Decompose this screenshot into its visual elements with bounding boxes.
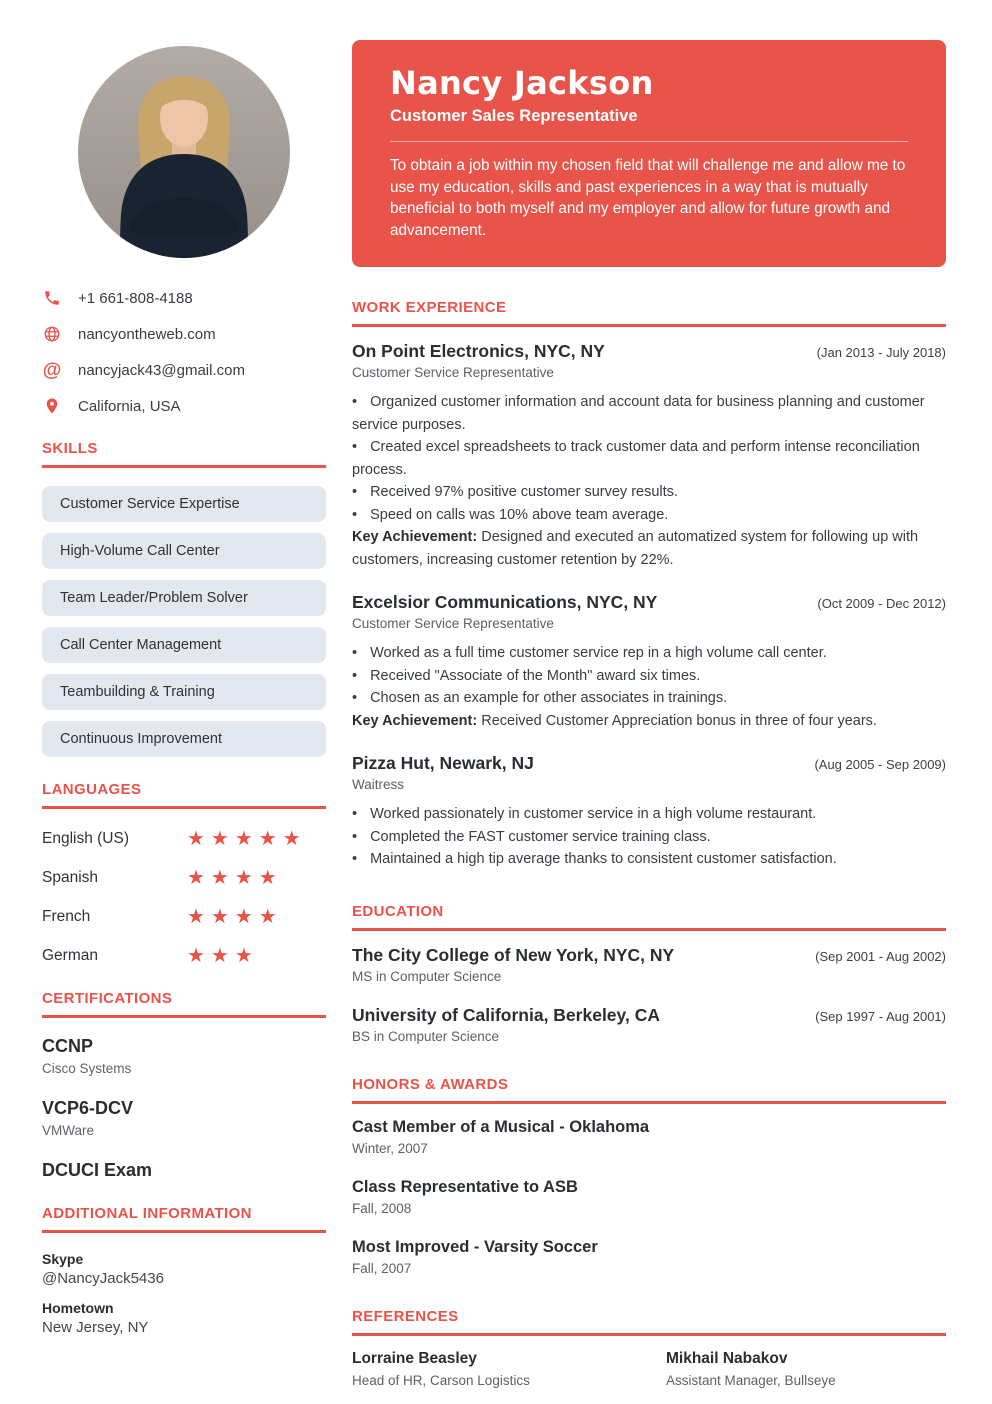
language-name: English (US) [42, 830, 129, 847]
header-divider [390, 141, 908, 142]
skill-pill: Team Leader/Problem Solver [42, 580, 326, 616]
honor-date: Winter, 2007 [352, 1140, 428, 1156]
reference-role: Assistant Manager, Bullseye [666, 1372, 836, 1388]
job-role: Customer Service Representative [352, 616, 554, 631]
sidebar [42, 40, 326, 1349]
reference-person [666, 1350, 946, 1388]
language-row [42, 946, 326, 966]
objective-text: To obtain a job within my chosen field that will challenge me and allow me to use my education, skills and past experiences in a way that is mutually beneficial to both myself and my employer and allow for future growth and advancement. [390, 157, 906, 239]
job-bullets [352, 803, 946, 871]
languages-list [42, 829, 326, 966]
work-experience-title: WORK EXPERIENCE [352, 299, 946, 327]
job-entry [352, 592, 946, 732]
key-achievement-text: Designed and executed an automatized system for following up with customers, increasing customer retention by 22%. [352, 529, 919, 568]
job-bullet: • Worked as a full time customer service rep in a high volume call center. [352, 642, 946, 665]
contact-list [42, 288, 326, 416]
education-school: The City College of New York, NYC, NY [352, 944, 675, 965]
star-rating: ★★★ [187, 945, 259, 967]
main-column [352, 40, 946, 1388]
job-bullet: • Maintained a high tip average thanks to consistent customer satisfaction. [352, 848, 946, 871]
job-company: Pizza Hut, Newark, NJ [352, 753, 534, 773]
language-name: French [42, 908, 91, 925]
reference-person [352, 1350, 666, 1388]
star-rating: ★★★★ [187, 867, 283, 889]
phone-icon [42, 288, 62, 308]
honor-item [352, 1118, 946, 1156]
skills-section-title: SKILLS [42, 440, 326, 468]
certification-name: VCP6-DCV [42, 1098, 134, 1118]
references-section [352, 1308, 946, 1388]
header-card [352, 40, 946, 267]
skill-pill: Customer Service Expertise [42, 486, 326, 522]
email-value: nancyjack43@gmail.com [78, 361, 245, 379]
education-header [352, 1005, 946, 1026]
key-achievement-text: Received Customer Appreciation bonus in three of four years. [481, 712, 877, 729]
at-icon: @ [42, 359, 62, 381]
language-row [42, 829, 326, 849]
reference-name: Mikhail Nabakov [666, 1349, 788, 1367]
reference-role: Head of HR, Carson Logistics [352, 1372, 530, 1388]
references-list [352, 1350, 946, 1388]
education-section [352, 903, 946, 1044]
honor-date: Fall, 2008 [352, 1200, 412, 1216]
honor-date: Fall, 2007 [352, 1260, 412, 1276]
certification-item [42, 1036, 326, 1076]
education-dates: (Sep 1997 - Aug 2001) [815, 1008, 946, 1024]
education-dates: (Sep 2001 - Aug 2002) [815, 948, 946, 964]
education-entry [352, 945, 946, 984]
additional-info-item [42, 1300, 326, 1336]
website-value: nancyontheweb.com [78, 325, 216, 343]
location-pin-icon [42, 396, 62, 416]
skill-pill: High-Volume Call Center [42, 533, 326, 569]
certifications-list [42, 1036, 326, 1181]
profile-photo-illustration [78, 46, 290, 258]
star-rating: ★★★★★ [187, 828, 307, 850]
additional-info-value: @NancyJack5436 [42, 1270, 164, 1287]
honor-name: Class Representative to ASB [352, 1177, 578, 1196]
job-dates: (Jan 2013 - July 2018) [816, 345, 946, 360]
skill-pill: Call Center Management [42, 627, 326, 663]
globe-icon [42, 324, 62, 344]
additional-info-item [42, 1251, 326, 1287]
job-bullet: • Worked passionately in customer service in a high volume restaurant. [352, 803, 946, 826]
honor-item [352, 1238, 946, 1276]
honors-title: HONORS & AWARDS [352, 1076, 946, 1104]
location-value: California, USA [78, 397, 181, 415]
job-dates: (Aug 2005 - Sep 2009) [814, 757, 946, 772]
job-company: Excelsior Communications, NYC, NY [352, 592, 658, 612]
additional-info-list [42, 1251, 326, 1336]
key-achievement-label: Key Achievement: [352, 529, 478, 545]
education-title: EDUCATION [352, 903, 946, 931]
job-bullet: • Organized customer information and account data for business planning and customer service purposes. [352, 391, 946, 436]
education-degree: BS in Computer Science [352, 1028, 500, 1044]
education-school: University of California, Berkeley, CA [352, 1004, 660, 1025]
person-name: Nancy Jackson [390, 64, 654, 102]
additional-info-section-title: ADDITIONAL INFORMATION [42, 1205, 326, 1233]
language-row [42, 868, 326, 888]
skill-pill: Continuous Improvement [42, 721, 326, 757]
honor-name: Most Improved - Varsity Soccer [352, 1237, 598, 1256]
additional-info-value: New Jersey, NY [42, 1319, 149, 1336]
job-header [352, 341, 946, 362]
additional-info-label: Hometown [42, 1300, 114, 1316]
job-bullet: • Speed on calls was 10% above team average. [352, 504, 946, 527]
references-title: REFERENCES [352, 1308, 946, 1336]
certification-item [42, 1098, 326, 1138]
job-dates: (Oct 2009 - Dec 2012) [817, 596, 946, 611]
education-degree: MS in Computer Science [352, 968, 502, 984]
language-row [42, 907, 326, 927]
additional-info-label: Skype [42, 1251, 84, 1267]
skill-pill: Teambuilding & Training [42, 674, 326, 710]
skills-list [42, 486, 326, 757]
honor-name: Cast Member of a Musical - Oklahoma [352, 1117, 650, 1136]
job-bullet: • Completed the FAST customer service training class. [352, 826, 946, 849]
language-name: Spanish [42, 869, 99, 886]
key-achievement-label: Key Achievement: [352, 712, 478, 729]
contact-website [42, 324, 326, 344]
job-company: On Point Electronics, NYC, NY [352, 341, 605, 361]
job-bullets [352, 391, 946, 571]
job-bullet: • Created excel spreadsheets to track customer data and perform intense reconciliation process. [352, 436, 946, 481]
language-name: German [42, 947, 98, 964]
certification-item [42, 1160, 326, 1181]
contact-location [42, 396, 326, 416]
job-header [352, 753, 946, 774]
job-bullets [352, 642, 946, 732]
job-role: Customer Service Representative [352, 365, 554, 380]
star-rating: ★★★★ [187, 906, 283, 928]
job-entry [352, 341, 946, 571]
job-bullet: • Received "Associate of the Month" award six times. [352, 665, 946, 688]
education-header [352, 945, 946, 966]
job-entry [352, 753, 946, 871]
job-bullet: • Chosen as an example for other associates in trainings. [352, 687, 946, 710]
work-experience-section [352, 299, 946, 871]
honor-item [352, 1178, 946, 1216]
certification-name: DCUCI Exam [42, 1160, 153, 1180]
contact-email [42, 360, 326, 380]
phone-value: +1 661-808-4188 [78, 289, 193, 307]
key-achievement [352, 710, 946, 733]
profile-photo [78, 46, 290, 258]
certifications-section-title: CERTIFICATIONS [42, 990, 326, 1018]
job-bullet: • Received 97% positive customer survey results. [352, 481, 946, 504]
job-header [352, 592, 946, 613]
contact-phone [42, 288, 326, 308]
reference-name: Lorraine Beasley [352, 1349, 477, 1367]
certification-name: CCNP [42, 1036, 94, 1056]
certification-org: VMWare [42, 1123, 95, 1138]
person-job-title: Customer Sales Representative [390, 107, 638, 125]
honors-section [352, 1076, 946, 1276]
languages-section-title: LANGUAGES [42, 781, 326, 809]
education-entry [352, 1005, 946, 1044]
job-role: Waitress [352, 777, 405, 792]
key-achievement [352, 526, 946, 571]
certification-org: Cisco Systems [42, 1061, 132, 1076]
